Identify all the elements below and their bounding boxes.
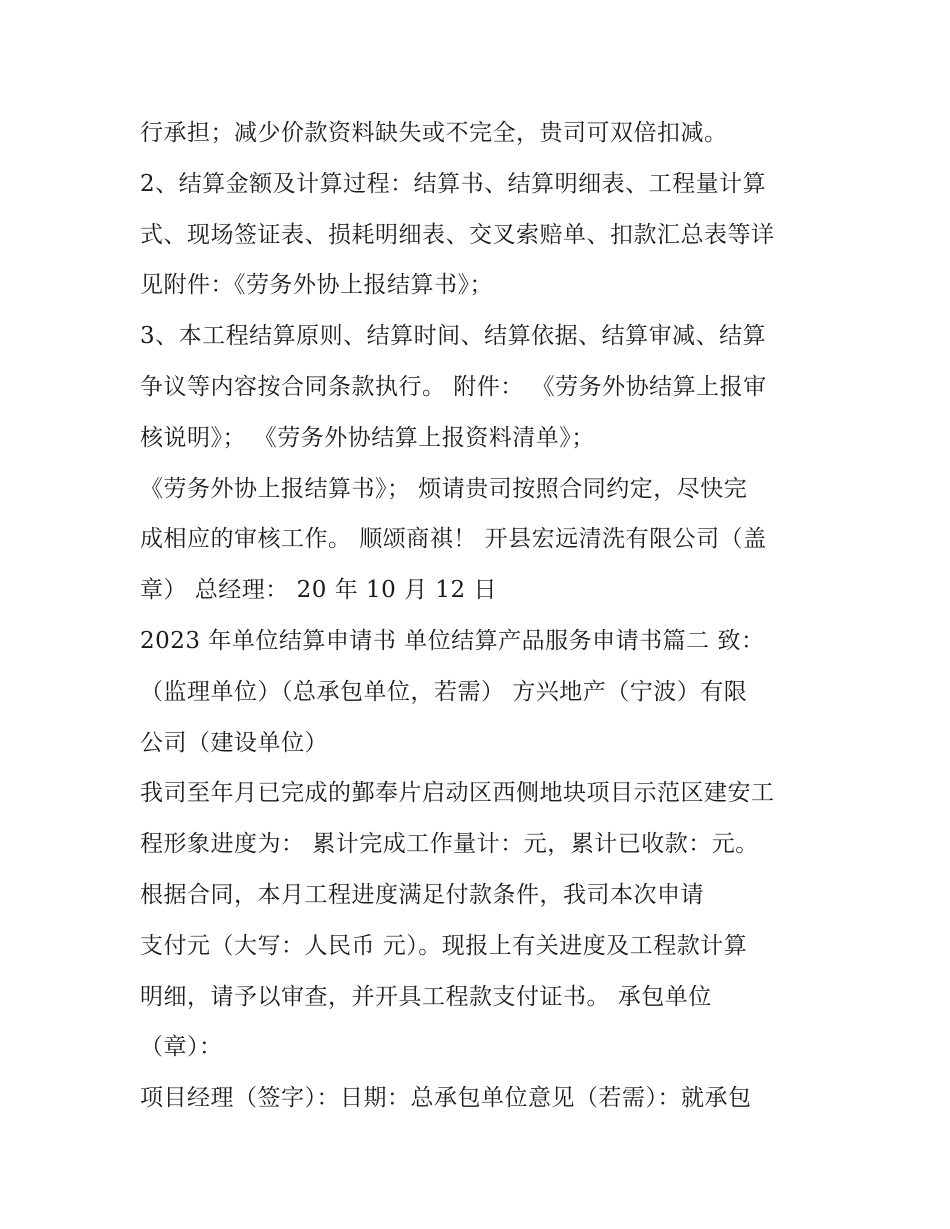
text-line: 公司（建设单位） [140, 729, 328, 756]
section-heading-line: 2023 年单位结算申请书 单位结算产品服务申请书篇二 致： [140, 627, 765, 654]
text-line: 项目经理（签字）：日期：总承包单位意见（若需）：就承包 [140, 1085, 752, 1112]
text-line: 明细，请予以审查，并开具工程款支付证书。 承包单位 [140, 983, 712, 1010]
text-line: （章）： [140, 1034, 223, 1061]
text-line: 《劳务外协上报结算书》； 烦请贵司按照合同约定，尽快完 [140, 475, 748, 502]
text-line: 争议等内容按合同条款执行。 附件： 《劳务外协结算上报审 [140, 373, 767, 400]
text-line: 3、本工程结算原则、结算时间、结算依据、结算审减、结算 [140, 323, 767, 350]
text-line: 程形象进度为： 累计完成工作量计：元，累计已收款：元。 [140, 831, 759, 858]
text-line: 核说明》； 《劳务外协结算上报资料清单》； [140, 424, 595, 451]
text-line: 我司至年月已完成的鄞奉片启动区西侧地块项目示范区建安工 [140, 780, 775, 807]
text-line: 根据合同，本月工程进度满足付款条件，我司本次申请 [140, 881, 704, 908]
text-line: 式、现场签证表、损耗明细表、交叉索赔单、扣款汇总表等详 [140, 221, 775, 248]
text-line: （监理单位）（总承包单位，若需） 方兴地产（宁波）有限 [140, 678, 748, 705]
text-line: 行承担；减少价款资料缺失或不完全，贵司可双倍扣减。 [140, 120, 728, 146]
text-line: 章） 总经理： 20 年 10 月 12 日 [140, 577, 497, 604]
text-line: 2、结算金额及计算过程：结算书、结算明细表、工程量计算 [140, 170, 767, 197]
text-line: 成相应的审核工作。 顺颂商祺！ 开县宏远清洗有限公司（盖 [140, 526, 767, 553]
document-body [140, 108, 830, 1124]
text-line: 见附件：《劳务外协上报结算书》； [140, 272, 493, 299]
text-line: 支付元（大写：人民币 元）。现报上有关进度及工程款计算 [140, 932, 748, 959]
